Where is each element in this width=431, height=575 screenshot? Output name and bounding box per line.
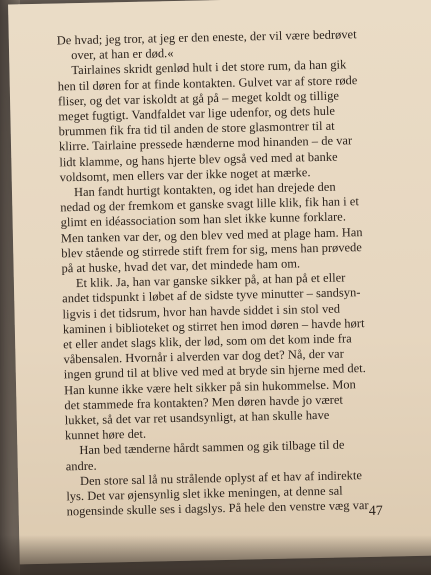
text-line: kaminen i biblioteket og stirret hen imod døren – havde hørt xyxy=(62,315,365,337)
text-line: Han bed tænderne hårdt sammen og gik tilbage til de xyxy=(79,437,345,458)
text-line: blev stående og stirrede stift frem for sig, mens han prøvede xyxy=(61,239,363,261)
text-line: glimt en idéassociation som han slet ikke kunne forklare. xyxy=(60,209,347,230)
text-line: det stammede fra kontakten? Men døren havde jo været xyxy=(64,392,344,413)
text-line: nedad og der fremkom et ganske svagt lille klik, fik han i et xyxy=(60,194,360,215)
text-line: De hvad; jeg tror, at jeg er den eneste, der vil være bedrøvet xyxy=(56,27,357,48)
text-line: Den store sal lå nu strålende oplyst af et hav af indirekte xyxy=(79,468,363,488)
text-line: fliser, og det var iskoldt at gå på – meget koldt og tillige xyxy=(57,88,340,109)
text-line: våbensalen. Hvornår i alverden var dog det? Nå, der var xyxy=(63,346,344,367)
text-line: ligvis i det tidsrum, hvor han havde siddet i sin stol ved xyxy=(62,301,341,322)
text-line: klirre. Tairlaine pressede hænderne mod hinanden – de var xyxy=(58,133,353,154)
text-line: Tairlaines skridt genlød hult i det store rum, da han gik xyxy=(71,57,347,78)
text-line: lukket, så det var ret usandsynligt, at han skulle have xyxy=(64,407,330,428)
text-line: på at huske, hvad det var, det mindede ham om. xyxy=(61,256,301,276)
text-line: et eller andet slags klik, der lød, som om det kom inde fra xyxy=(63,331,352,352)
text-line: brummen fik fra tid til anden de store glasmontrer til at xyxy=(58,118,335,139)
text-line: meget fugtigt. Vandfaldet var lige udenfor, og dets hule xyxy=(58,103,336,124)
text-line: Et klik. Ja, han var ganske sikker på, at han på et eller xyxy=(75,270,346,291)
text-line: ingen grund til at blive ved med at bryde sin hjerne med det. xyxy=(63,361,366,382)
text-line: hen til døren for at finde kontakten. Gulvet var af store røde xyxy=(57,72,358,94)
text-line: andet tidspunkt i løbet af de sidste tyve minutter – sandsyn- xyxy=(62,285,361,306)
text-line: Han fandt hurtigt kontakten, og idet han drejede den xyxy=(73,179,336,200)
text-line: over, at han er død.« xyxy=(70,46,174,63)
book-page xyxy=(8,0,431,564)
page-text xyxy=(57,26,425,520)
page-number: 47 xyxy=(368,503,383,520)
photo-shadow xyxy=(0,535,431,575)
text-line: voldsomt, men ellers var der ikke noget at mærke. xyxy=(59,164,311,185)
text-line: Men tanken var der, og den blev ved med at plage ham. Han xyxy=(60,224,363,246)
text-line: lys. Det var øjensynlig slet ikke meningen, at denne sal xyxy=(66,483,343,504)
text-line: kunnet høre det. xyxy=(64,426,147,443)
text-line: andre. xyxy=(65,458,97,474)
text-line: Han kunne ikke være helt sikker på sin hukommelse. Mon xyxy=(63,376,356,398)
text-line: nogensinde skulle ses i dagslys. På hele den venstre væg var xyxy=(66,498,369,519)
text-line: lidt klamme, og hans hjerte blev også ved med at banke xyxy=(59,149,338,170)
